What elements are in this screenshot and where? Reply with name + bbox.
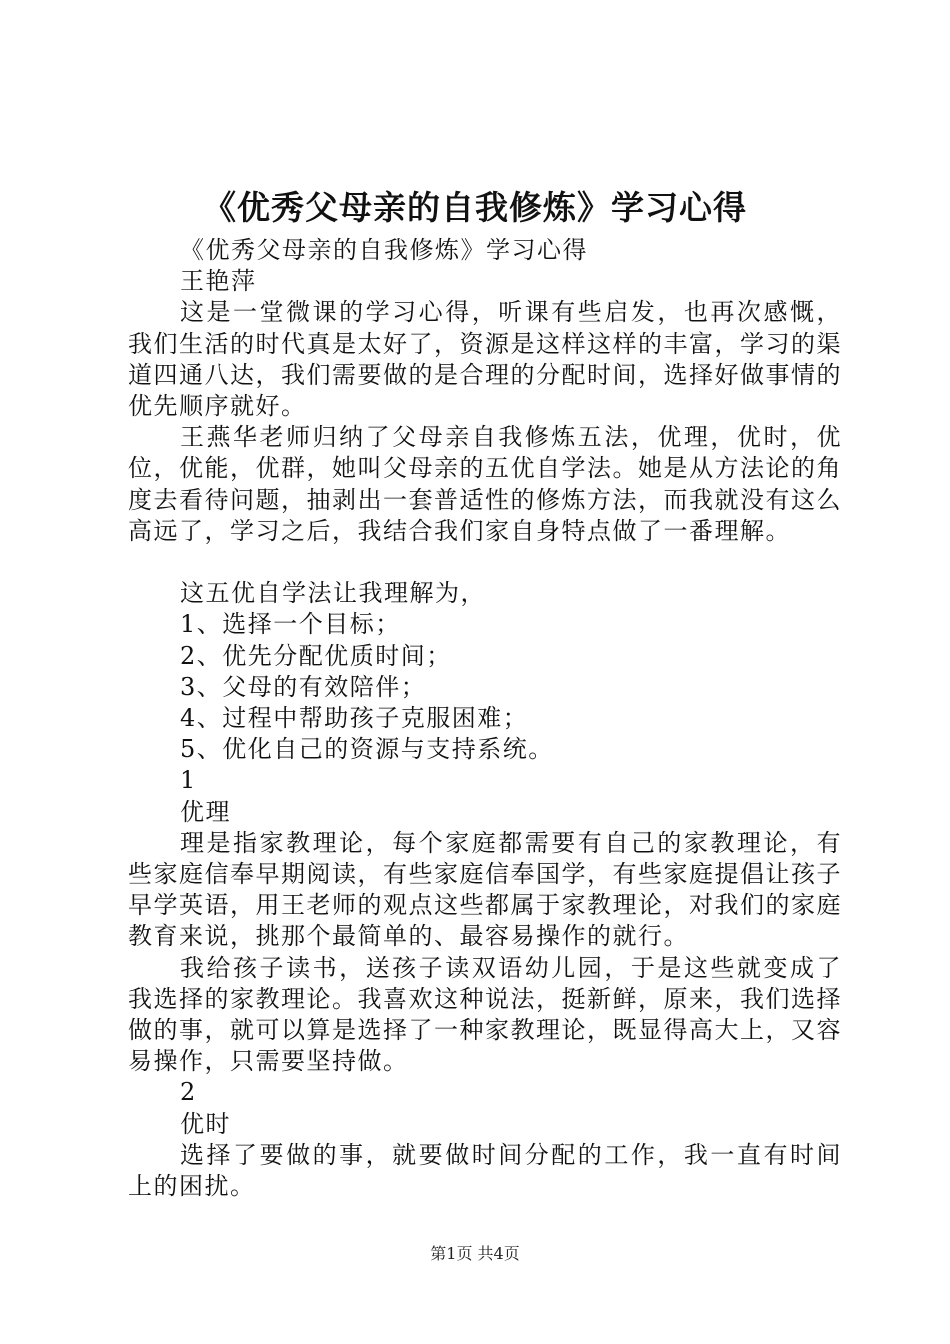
document-body — [128, 235, 842, 1202]
subtitle: 《优秀父母亲的自我修炼》学习心得 — [180, 236, 588, 264]
list-item: 1、选择一个目标； — [180, 610, 401, 639]
section-heading: 优理 — [180, 797, 231, 826]
blank-line — [128, 547, 842, 578]
five-methods-paragraph: 王燕华老师归纳了父母亲自我修炼五法，优理，优时，优位，优能，优群，她叫父母亲的五优自学法。她是从方法论的角度去看待问题，抽剥出一套普适性的修炼方法，而我就没有这么高远了，学习之后，我结合我们家自身特点做了一番理解。 — [128, 423, 842, 545]
list-item: 5、优化自己的资源与支持系统。 — [180, 735, 554, 764]
list-item: 3、父母的有效陪伴； — [180, 672, 427, 701]
section-paragraph: 理是指家教理论，每个家庭都需要有自己的家教理论，有些家庭信奉早期阅读，有些家庭信奉国学，有些家庭提倡让孩子早学英语，用王老师的观点这些都属于家教理论，对我们的家庭教育来说，挑那个最简单的、最容易操作的就行。 — [128, 828, 842, 951]
list-item: 2、优先分配优质时间； — [180, 641, 452, 670]
section-paragraph: 选择了要做的事，就要做时间分配的工作，我一直有时间上的困扰。 — [128, 1140, 842, 1200]
list-item: 4、过程中帮助孩子克服困难； — [180, 703, 529, 732]
understanding-intro: 这五优自学法让我理解为， — [180, 579, 486, 608]
author-name: 王艳萍 — [180, 267, 257, 296]
page-footer: 第1页 共4页 — [430, 1244, 520, 1263]
intro-paragraph: 这是一堂微课的学习心得，听课有些启发，也再次感慨，我们生活的时代真是太好了，资源是这样这样的丰富，学习的渠道四通八达，我们需要做的是合理的分配时间，选择好做事情的优先顺序就好。 — [128, 298, 842, 420]
section-number: 2 — [180, 1078, 197, 1107]
section-heading: 优时 — [180, 1109, 231, 1138]
document-title: 《优秀父母亲的自我修炼》学习心得 — [203, 188, 747, 227]
section-paragraph: 我给孩子读书，送孩子读双语幼儿园，于是这些就变成了我选择的家教理论。我喜欢这种说法，挺新鲜，原来，我们选择做的事，就可以算是选择了一种家教理论，既显得高大上，又容易操作，只需要坚持做。 — [128, 953, 842, 1076]
section-number: 1 — [180, 766, 197, 795]
